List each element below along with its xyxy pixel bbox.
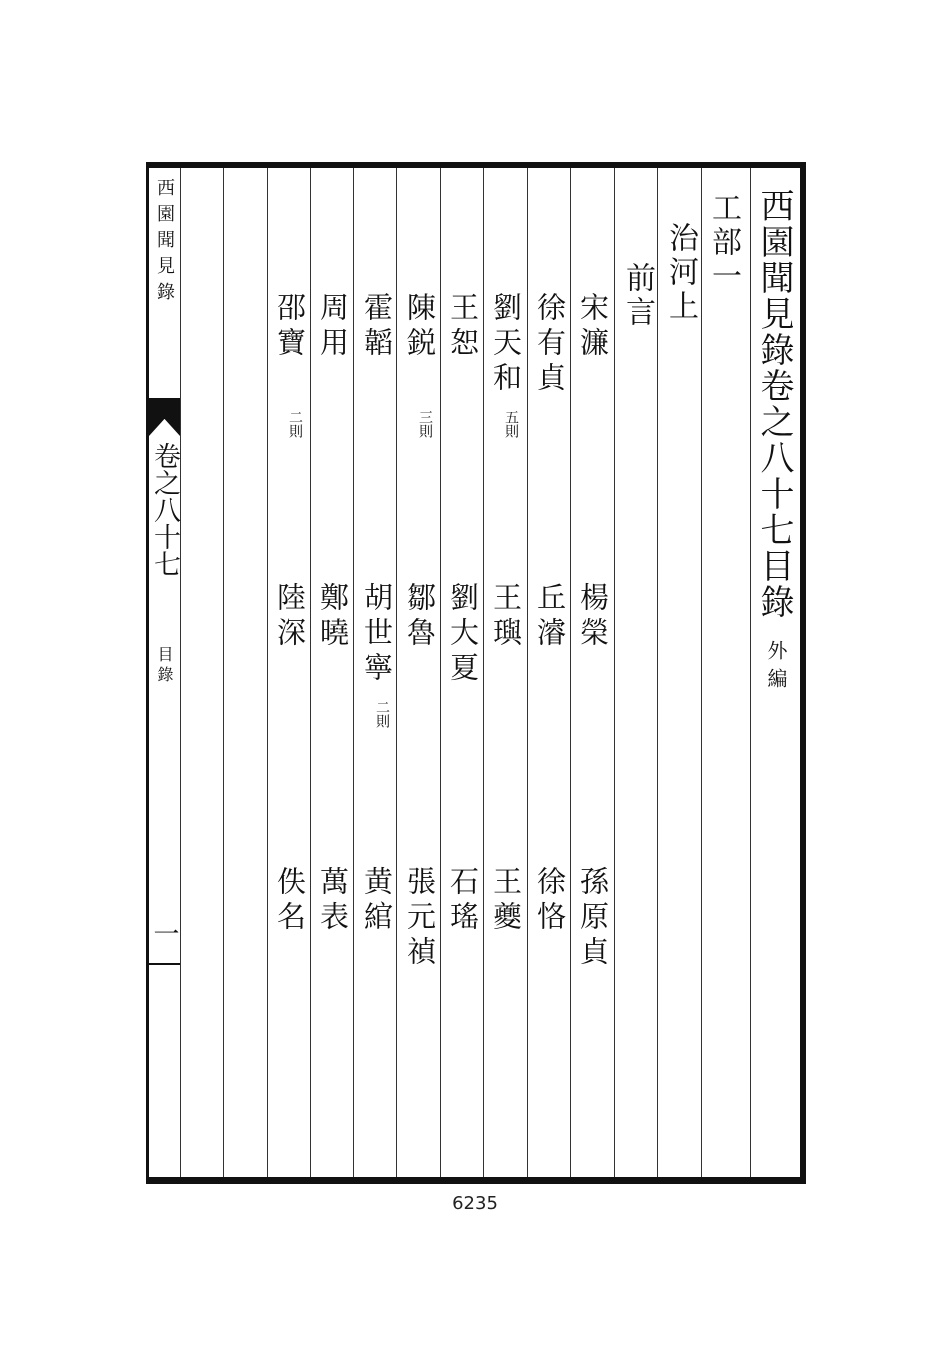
entry-name: 霍韜 [360,292,394,362]
category-heading: 工部一 [706,192,741,294]
column-rule [701,168,702,1177]
column-rule [750,168,751,1177]
entry-name: 宋濂 [576,292,610,362]
frame-border-left [146,162,149,1184]
entry-name: 佚名 [273,866,307,936]
column-rule [657,168,658,1177]
chapter-heading: 治河上 [663,222,698,324]
entry-name: 孫原貞 [576,866,610,971]
column-rule [440,168,441,1177]
spine-leaf-number: 一 [149,920,179,946]
column-rule [267,168,268,1177]
entry-name: 王夔 [489,866,523,936]
entry-note: 二則 [374,700,390,728]
entry-name: 黄綰 [360,866,394,936]
column-rule [396,168,397,1177]
entry-name: 萬表 [316,866,350,936]
column-rule [483,168,484,1177]
book-title: 西園聞見錄卷之八十七目錄 [754,188,794,620]
column-rule [310,168,311,1177]
frame-border-top [146,162,806,168]
column-rule [570,168,571,1177]
column-rule [527,168,528,1177]
entry-name: 王恕 [446,292,480,362]
entry-name: 徐有貞 [533,292,567,397]
fishtail-mark [149,398,180,436]
entry-note: 三則 [417,410,433,438]
entry-name: 鄒魯 [403,582,437,652]
entry-note: 二則 [287,410,303,438]
column-rule [223,168,224,1177]
entry-name: 陸深 [273,582,307,652]
frame-border-right [800,162,806,1184]
entry-name: 丘濬 [533,582,567,652]
frame-border-bottom [146,1177,806,1184]
spine-volume: 卷之八十七 [149,442,180,577]
book-subtitle: 外編 [764,640,788,696]
entry-note: 五則 [503,410,519,438]
column-rule [180,168,181,1177]
entry-name: 周用 [316,292,350,362]
spine-bracket [149,963,180,965]
entry-name: 劉大夏 [446,582,480,687]
entry-name: 楊榮 [576,582,610,652]
entry-name: 鄭曉 [316,582,350,652]
spine-title: 西園聞見錄 [154,178,175,308]
entry-name: 胡世寧 [360,582,394,687]
entry-name: 石瑤 [446,866,480,936]
entry-name: 劉天和 [489,292,523,397]
page-number: 6235 [452,1193,498,1214]
entry-name: 徐恪 [533,866,567,936]
entry-name: 王璵 [489,582,523,652]
entry-name: 張元禎 [403,866,437,971]
entry-name: 邵寶 [273,292,307,362]
column-rule [353,168,354,1177]
spine-section: 目錄 [155,646,174,686]
preface-heading: 前言 [620,262,655,330]
entry-name: 陳鋭 [403,292,437,362]
column-rule [614,168,615,1177]
